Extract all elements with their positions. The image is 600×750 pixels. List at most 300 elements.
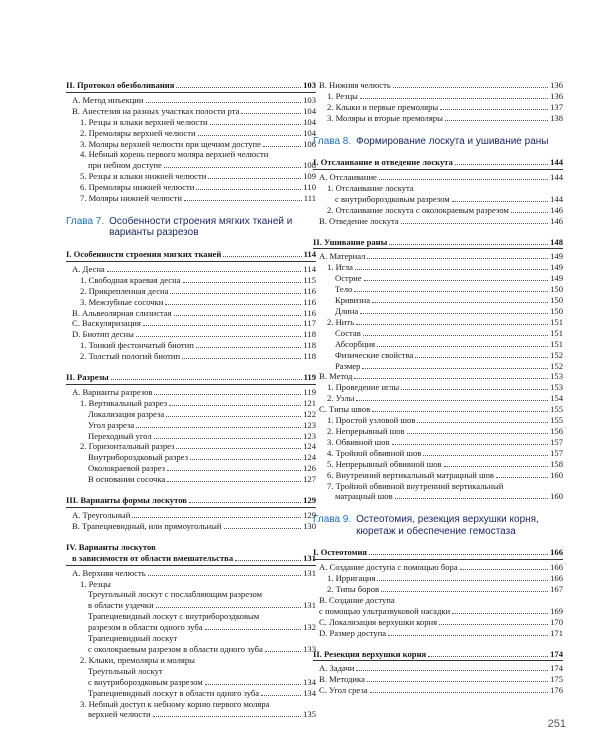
dot-leader	[164, 167, 301, 168]
dot-leader	[196, 189, 301, 190]
dot-leader	[354, 291, 548, 292]
dot-leader	[176, 87, 301, 88]
entry-page: 129	[303, 495, 316, 506]
entry-page: 170	[550, 616, 563, 627]
entry-page: 144	[550, 157, 563, 168]
dot-leader	[356, 324, 548, 325]
toc-entry	[313, 113, 563, 124]
toc-entry	[66, 297, 316, 308]
dot-leader	[372, 302, 548, 303]
entry-title: А. Задачи	[319, 663, 355, 674]
entry-page: 121	[303, 397, 316, 408]
chapter-title: Особенности строения мягких тканей и варианты разрезов	[109, 215, 293, 239]
dot-leader	[136, 336, 302, 337]
entry-title: С. Типы швов	[319, 404, 371, 415]
entry-title: Состав	[335, 327, 361, 338]
toc-entry	[313, 371, 563, 382]
toc-entry	[66, 264, 316, 275]
toc-entry	[313, 306, 563, 317]
entry-title: А. Метод инъекции	[72, 94, 144, 105]
entry-page: 132	[303, 622, 316, 633]
entry-page: 111	[303, 193, 316, 204]
entry-title: 3. Межзубные сосочки	[80, 296, 164, 307]
chapter-number: Глава 8.	[313, 135, 352, 147]
entry-page: 118	[303, 329, 316, 340]
dot-leader	[367, 681, 548, 682]
dot-leader	[460, 569, 548, 570]
entry-page: 110	[303, 182, 316, 193]
dot-leader	[496, 477, 548, 478]
entry-page: 104	[303, 105, 316, 116]
entry-page: 116	[303, 285, 316, 296]
toc-entry	[66, 644, 316, 655]
dot-leader	[439, 624, 548, 625]
entry-page: 116	[303, 296, 316, 307]
toc-entry	[313, 448, 563, 459]
entry-page: 150	[550, 306, 563, 316]
chapter-heading	[66, 216, 316, 239]
toc-entry-continued: В. Создание доступа	[319, 594, 395, 605]
entry-title: 1. Проведение иглы	[327, 382, 400, 393]
dot-leader	[367, 258, 548, 259]
toc-entry-continued: Трапециевидный лоскут с внутрибороздковым	[88, 611, 260, 622]
entry-page: 123	[303, 430, 316, 441]
entry-title: А. Десна	[72, 263, 105, 274]
entry-page: 136	[550, 90, 563, 101]
dot-leader	[223, 256, 301, 257]
entry-title: Угол разреза	[88, 419, 135, 430]
entry-title: 1. Вертикальный разрез	[80, 397, 168, 408]
dot-leader	[261, 695, 301, 696]
toc-entry	[66, 80, 316, 91]
entry-title: В. Анестезия на разных участках полости рта	[72, 105, 240, 116]
toc-entry	[313, 649, 563, 660]
toc-entry	[66, 568, 316, 579]
entry-page: 118	[303, 351, 316, 362]
section-heading	[313, 237, 563, 250]
toc-entry	[66, 688, 316, 699]
dot-leader	[198, 135, 302, 136]
entry-title: 1. Тонкий фестончатый биотип	[80, 340, 194, 351]
dot-leader	[377, 346, 548, 347]
toc-entry	[66, 521, 316, 532]
toc-entry-continued: Трапециевидный лоскут	[88, 633, 178, 644]
entry-page: 160	[550, 491, 563, 502]
entry-title: 2. Узлы	[327, 393, 355, 404]
entry-page: 129	[303, 510, 316, 520]
entry-page: 152	[550, 360, 563, 371]
entry-title: Околокраевой разрез	[88, 463, 165, 474]
entry-title: В основании сосочка	[88, 474, 166, 485]
entry-title: 5. Резцы и клыки нижней челюсти	[80, 171, 207, 182]
entry-title: Длина	[335, 306, 359, 316]
toc-entry	[66, 387, 316, 398]
toc-entry	[313, 317, 563, 328]
dot-leader	[263, 146, 301, 147]
entry-title: А. Треугольный	[72, 510, 131, 520]
entry-title: 6. Премоляры нижней челюсти	[80, 182, 195, 193]
entry-page: 123	[303, 419, 316, 430]
dot-leader	[369, 554, 548, 555]
dot-leader	[182, 358, 301, 359]
toc-entry	[66, 160, 316, 171]
entry-page: 134	[303, 687, 316, 698]
entry-title: II. Ушивание раны	[313, 236, 388, 247]
section-heading	[66, 249, 316, 262]
toc-entry	[66, 677, 316, 688]
toc-entry	[66, 600, 316, 611]
entry-title: С. Локализация верхушки корня	[319, 616, 438, 627]
toc-entry	[313, 584, 563, 595]
toc-entry	[66, 340, 316, 351]
entry-page: 151	[550, 316, 563, 327]
dot-leader	[393, 87, 548, 88]
toc-entry	[313, 205, 563, 216]
entry-title: А. Варианты разрезов	[72, 386, 153, 397]
entry-title: С. Угол среза	[319, 685, 368, 696]
dot-leader	[184, 200, 302, 201]
entry-title: верхней челюсти	[88, 709, 151, 720]
toc-entry	[66, 409, 316, 420]
dot-leader	[189, 502, 301, 503]
toc-entry-continued: 4. Небный корень первого моляра верхней челюсти	[80, 149, 269, 160]
toc-entry-continued: 2. Клыки, премоляры и моляры	[80, 654, 195, 665]
entry-title: 2. Нить	[327, 316, 355, 327]
entry-page: 153	[550, 382, 563, 393]
entry-page: 144	[550, 172, 563, 183]
dot-leader	[210, 124, 302, 125]
toc-entry	[66, 275, 316, 286]
entry-title: 1. Резцы и клыки верхней челюсти	[80, 116, 208, 127]
dot-leader	[183, 282, 302, 283]
section-heading	[66, 80, 316, 93]
entry-title: II. Резекция верхушки корня	[313, 648, 427, 659]
entry-title: при небном доступе	[88, 160, 162, 171]
entry-page: 114	[303, 248, 316, 259]
toc-entry	[313, 339, 563, 350]
dot-leader	[372, 411, 548, 412]
toc-entry	[313, 172, 563, 183]
dot-leader	[355, 269, 548, 270]
toc-entry	[66, 431, 316, 442]
entry-title: с внутрибороздковым разрезом	[335, 193, 450, 204]
toc-entry	[313, 284, 563, 295]
entry-page: 124	[303, 452, 316, 463]
toc-entry	[313, 237, 563, 248]
entry-title: В. Методика	[319, 674, 365, 685]
entry-title: В. Отведение лоскута	[319, 215, 399, 226]
dot-leader	[360, 313, 548, 314]
toc-entry	[313, 617, 563, 628]
entry-title: А. Верхняя челюсть	[72, 567, 146, 578]
entry-page: 116	[303, 307, 316, 318]
entry-page: 114	[303, 263, 316, 274]
entry-title: III. Варианты формы лоскутов	[66, 495, 187, 506]
dot-leader	[401, 223, 548, 224]
entry-page: 149	[550, 251, 563, 262]
entry-title: 1. Свободная краевая десна	[80, 274, 181, 285]
dot-leader	[235, 560, 301, 561]
entry-title: 2. Горизонтальный разрез	[80, 441, 175, 452]
toc-entry	[313, 262, 563, 273]
entry-title: 4. Тройной обвивной шов	[327, 447, 422, 458]
entry-title: 2. Непрерывный шов	[327, 425, 405, 436]
entry-page: 166	[550, 573, 563, 584]
entry-title: А. Отслаивание	[319, 172, 377, 183]
entry-page: 108	[303, 160, 316, 171]
entry-title: А. Материал	[319, 251, 366, 262]
section-heading	[313, 157, 563, 170]
dot-leader	[395, 498, 548, 499]
entry-title: 2. Толстый пологий биотип	[80, 351, 181, 362]
entry-page: 160	[550, 469, 563, 480]
entry-page: 122	[303, 408, 316, 419]
entry-page: 153	[550, 371, 563, 382]
entry-page: 174	[550, 648, 563, 659]
entry-page: 157	[550, 447, 563, 458]
toc-entry-continued: Треугольный лоскут с послабляющим разрезом	[88, 589, 263, 600]
entry-page: 138	[550, 112, 563, 123]
toc-entry	[313, 404, 563, 415]
dot-leader	[377, 580, 548, 581]
entry-page: 104	[303, 116, 316, 127]
entry-page: 149	[550, 262, 563, 273]
toc-left-column	[66, 80, 316, 720]
entry-page: 124	[303, 441, 316, 452]
dot-leader	[452, 613, 548, 614]
entry-page: 103	[303, 80, 316, 90]
dot-leader	[381, 591, 548, 592]
dot-leader	[455, 164, 548, 165]
entry-title: Локализация разреза	[88, 408, 165, 419]
dot-leader	[154, 438, 302, 439]
dot-leader	[444, 466, 549, 467]
dot-leader	[153, 716, 302, 717]
toc-entry-continued: 1. Резцы	[80, 578, 111, 589]
entry-title: 5. Непрерывный обвивной шов	[327, 458, 442, 469]
entry-page: 146	[550, 204, 563, 215]
toc-entry	[313, 437, 563, 448]
entry-title: в зависимости от области вмешательства	[72, 552, 234, 563]
dot-leader	[176, 448, 301, 449]
toc-entry-continued: 7. Тройной обвивной внутренний вертикальный	[327, 480, 504, 491]
dot-leader	[363, 335, 548, 336]
entry-page: 134	[303, 676, 316, 687]
entry-page: 157	[550, 436, 563, 447]
toc-entry	[66, 182, 316, 193]
entry-page: 166	[550, 562, 563, 573]
toc-entry	[66, 474, 316, 485]
entry-title: В. Альвеолярная слизистая	[72, 307, 172, 318]
dot-leader	[167, 481, 301, 482]
toc-entry	[66, 709, 316, 720]
toc-entry	[66, 193, 316, 204]
toc-entry	[313, 194, 563, 205]
dot-leader	[208, 178, 301, 179]
entry-title: матрацный шов	[335, 491, 393, 502]
dot-leader	[169, 405, 301, 406]
entry-title: II. Протокол обезболивания	[66, 80, 175, 90]
toc-entry	[313, 663, 563, 674]
toc-entry	[313, 91, 563, 102]
toc-entry	[66, 420, 316, 431]
dot-leader	[428, 656, 548, 657]
page-number: 251	[547, 718, 566, 730]
entry-page: 137	[550, 101, 563, 112]
entry-title: I. Отслаивание и отведение лоскута	[313, 157, 453, 168]
toc-entry-continued: 3. Небный доступ к небному корню первого моляра	[80, 698, 270, 709]
toc-entry	[66, 171, 316, 182]
entry-title: с внутрибороздковым разрезом	[88, 676, 203, 687]
entry-title: I. Особенности строения мягких тканей	[66, 248, 222, 259]
entry-title: Абсорбция	[335, 338, 376, 349]
toc-entry	[66, 622, 316, 633]
entry-page: 169	[550, 605, 563, 616]
entry-page: 144	[550, 193, 563, 204]
dot-leader	[452, 201, 548, 202]
toc-entry	[313, 102, 563, 113]
entry-page: 174	[550, 663, 563, 674]
entry-page: 130	[303, 520, 316, 531]
dot-leader	[143, 325, 302, 326]
toc-entry	[313, 216, 563, 227]
entry-page: 171	[550, 627, 563, 638]
entry-title: В. Нижняя челюсть	[319, 80, 391, 90]
entry-title: 6. Внутренний вертикальный матрацный шов	[327, 469, 494, 480]
entry-page: 149	[550, 273, 563, 284]
entry-page: 109	[303, 171, 316, 182]
section-heading	[66, 495, 316, 508]
entry-title: 2. Отслаивание лоскута с околокраевым разрезом	[327, 204, 509, 215]
toc-entry	[313, 459, 563, 470]
entry-title: I. Остеотомия	[313, 547, 368, 558]
dot-leader	[170, 293, 301, 294]
entry-page: 152	[550, 349, 563, 360]
entry-page: 131	[303, 567, 316, 578]
dot-leader	[401, 389, 548, 390]
dot-leader	[356, 670, 548, 671]
dot-leader	[370, 692, 549, 693]
entry-page: 151	[550, 327, 563, 338]
entry-page: 155	[550, 415, 563, 426]
dot-leader	[241, 113, 301, 114]
entry-title: 2. Премоляры верхней челюсти	[80, 127, 196, 138]
entry-page: 103	[303, 94, 316, 105]
entry-page: 104	[303, 127, 316, 138]
dot-leader	[190, 459, 301, 460]
dot-leader	[196, 347, 302, 348]
entry-page: 136	[550, 80, 563, 90]
entry-page: 154	[550, 393, 563, 404]
dot-leader	[440, 109, 548, 110]
toc-right-column	[313, 80, 563, 696]
entry-page: 106	[303, 138, 316, 149]
entry-title: 1. Игла	[327, 262, 353, 273]
dot-leader	[167, 470, 301, 471]
toc-entry	[313, 350, 563, 361]
dot-leader	[388, 635, 548, 636]
chapter-title: Остеотомия, резекция верхушки корня, кюретаж и обеспечение гемостаза	[356, 514, 539, 537]
toc-entry	[313, 573, 563, 584]
toc-entry	[313, 426, 563, 437]
entry-page: 126	[303, 463, 316, 474]
entry-page: 119	[303, 386, 316, 397]
dot-leader	[111, 379, 302, 380]
entry-page: 150	[550, 284, 563, 295]
toc-entry	[313, 562, 563, 573]
toc-entry	[313, 628, 563, 639]
entry-title: Переходный угол	[88, 430, 152, 441]
entry-title: Трапециевидный лоскут в области одного зуба	[88, 687, 260, 698]
entry-page: 155	[550, 404, 563, 415]
dot-leader	[156, 607, 301, 608]
toc-entry	[66, 95, 316, 106]
entry-page: 175	[550, 674, 563, 685]
toc-entry	[313, 393, 563, 404]
toc-entry	[313, 361, 563, 372]
dot-leader	[146, 102, 302, 103]
entry-page: 131	[303, 600, 316, 611]
entry-page: 148	[550, 236, 563, 247]
toc-entry	[313, 491, 563, 502]
toc-entry	[66, 495, 316, 506]
entry-title: 2. Прикрепленная десна	[80, 285, 169, 296]
dot-leader	[174, 315, 302, 316]
entry-page: 119	[303, 372, 316, 383]
entry-title: 3. Моляры верхней челюсти при щечном доступе	[80, 138, 261, 149]
entry-title: Внутрибороздковый разрез	[88, 452, 188, 463]
toc-entry	[313, 295, 563, 306]
entry-page: 118	[303, 340, 316, 351]
entry-title: разрезом в области одного зуба	[88, 622, 203, 633]
toc-entry-continued: Треугольный лоскут	[88, 665, 163, 676]
entry-title: в области уздечки	[88, 600, 154, 611]
toc-entry	[313, 382, 563, 393]
toc-entry	[66, 463, 316, 474]
entry-title: с околокраевым разрезом в области одного зуба	[88, 643, 263, 654]
entry-title: Острие	[335, 273, 362, 284]
entry-title: С. Васкуляризация	[72, 318, 141, 329]
dot-leader	[165, 304, 301, 305]
dot-leader	[205, 684, 301, 685]
toc-entry	[313, 273, 563, 284]
dot-leader	[154, 394, 301, 395]
toc-entry	[313, 415, 563, 426]
entry-page: 151	[550, 338, 563, 349]
entry-title: 1. Простой узловой шов	[327, 415, 416, 426]
dot-leader	[417, 422, 548, 423]
entry-title: 2. Клыки и первые премоляры	[327, 101, 439, 112]
toc-entry	[313, 470, 563, 481]
entry-page: 166	[550, 547, 563, 558]
toc-entry	[66, 249, 316, 260]
entry-title: Тело	[335, 284, 353, 295]
entry-title: Кривизна	[335, 295, 371, 306]
dot-leader	[132, 517, 301, 518]
entry-page: 158	[550, 458, 563, 469]
toc-entry	[313, 606, 563, 617]
entry-title: А. Создание доступа с помощью бора	[319, 562, 458, 573]
dot-leader	[354, 378, 548, 379]
entry-title: 3. Обвивной шов	[327, 436, 390, 447]
dot-leader	[148, 575, 301, 576]
entry-title: 2. Типы боров	[327, 584, 380, 595]
entry-title: D. Биотип десны	[72, 329, 134, 340]
section-heading	[66, 542, 316, 566]
toc-entry-continued: 1. Отслаивание лоскута	[327, 182, 414, 193]
toc-entry	[313, 157, 563, 168]
toc-entry	[66, 139, 316, 150]
